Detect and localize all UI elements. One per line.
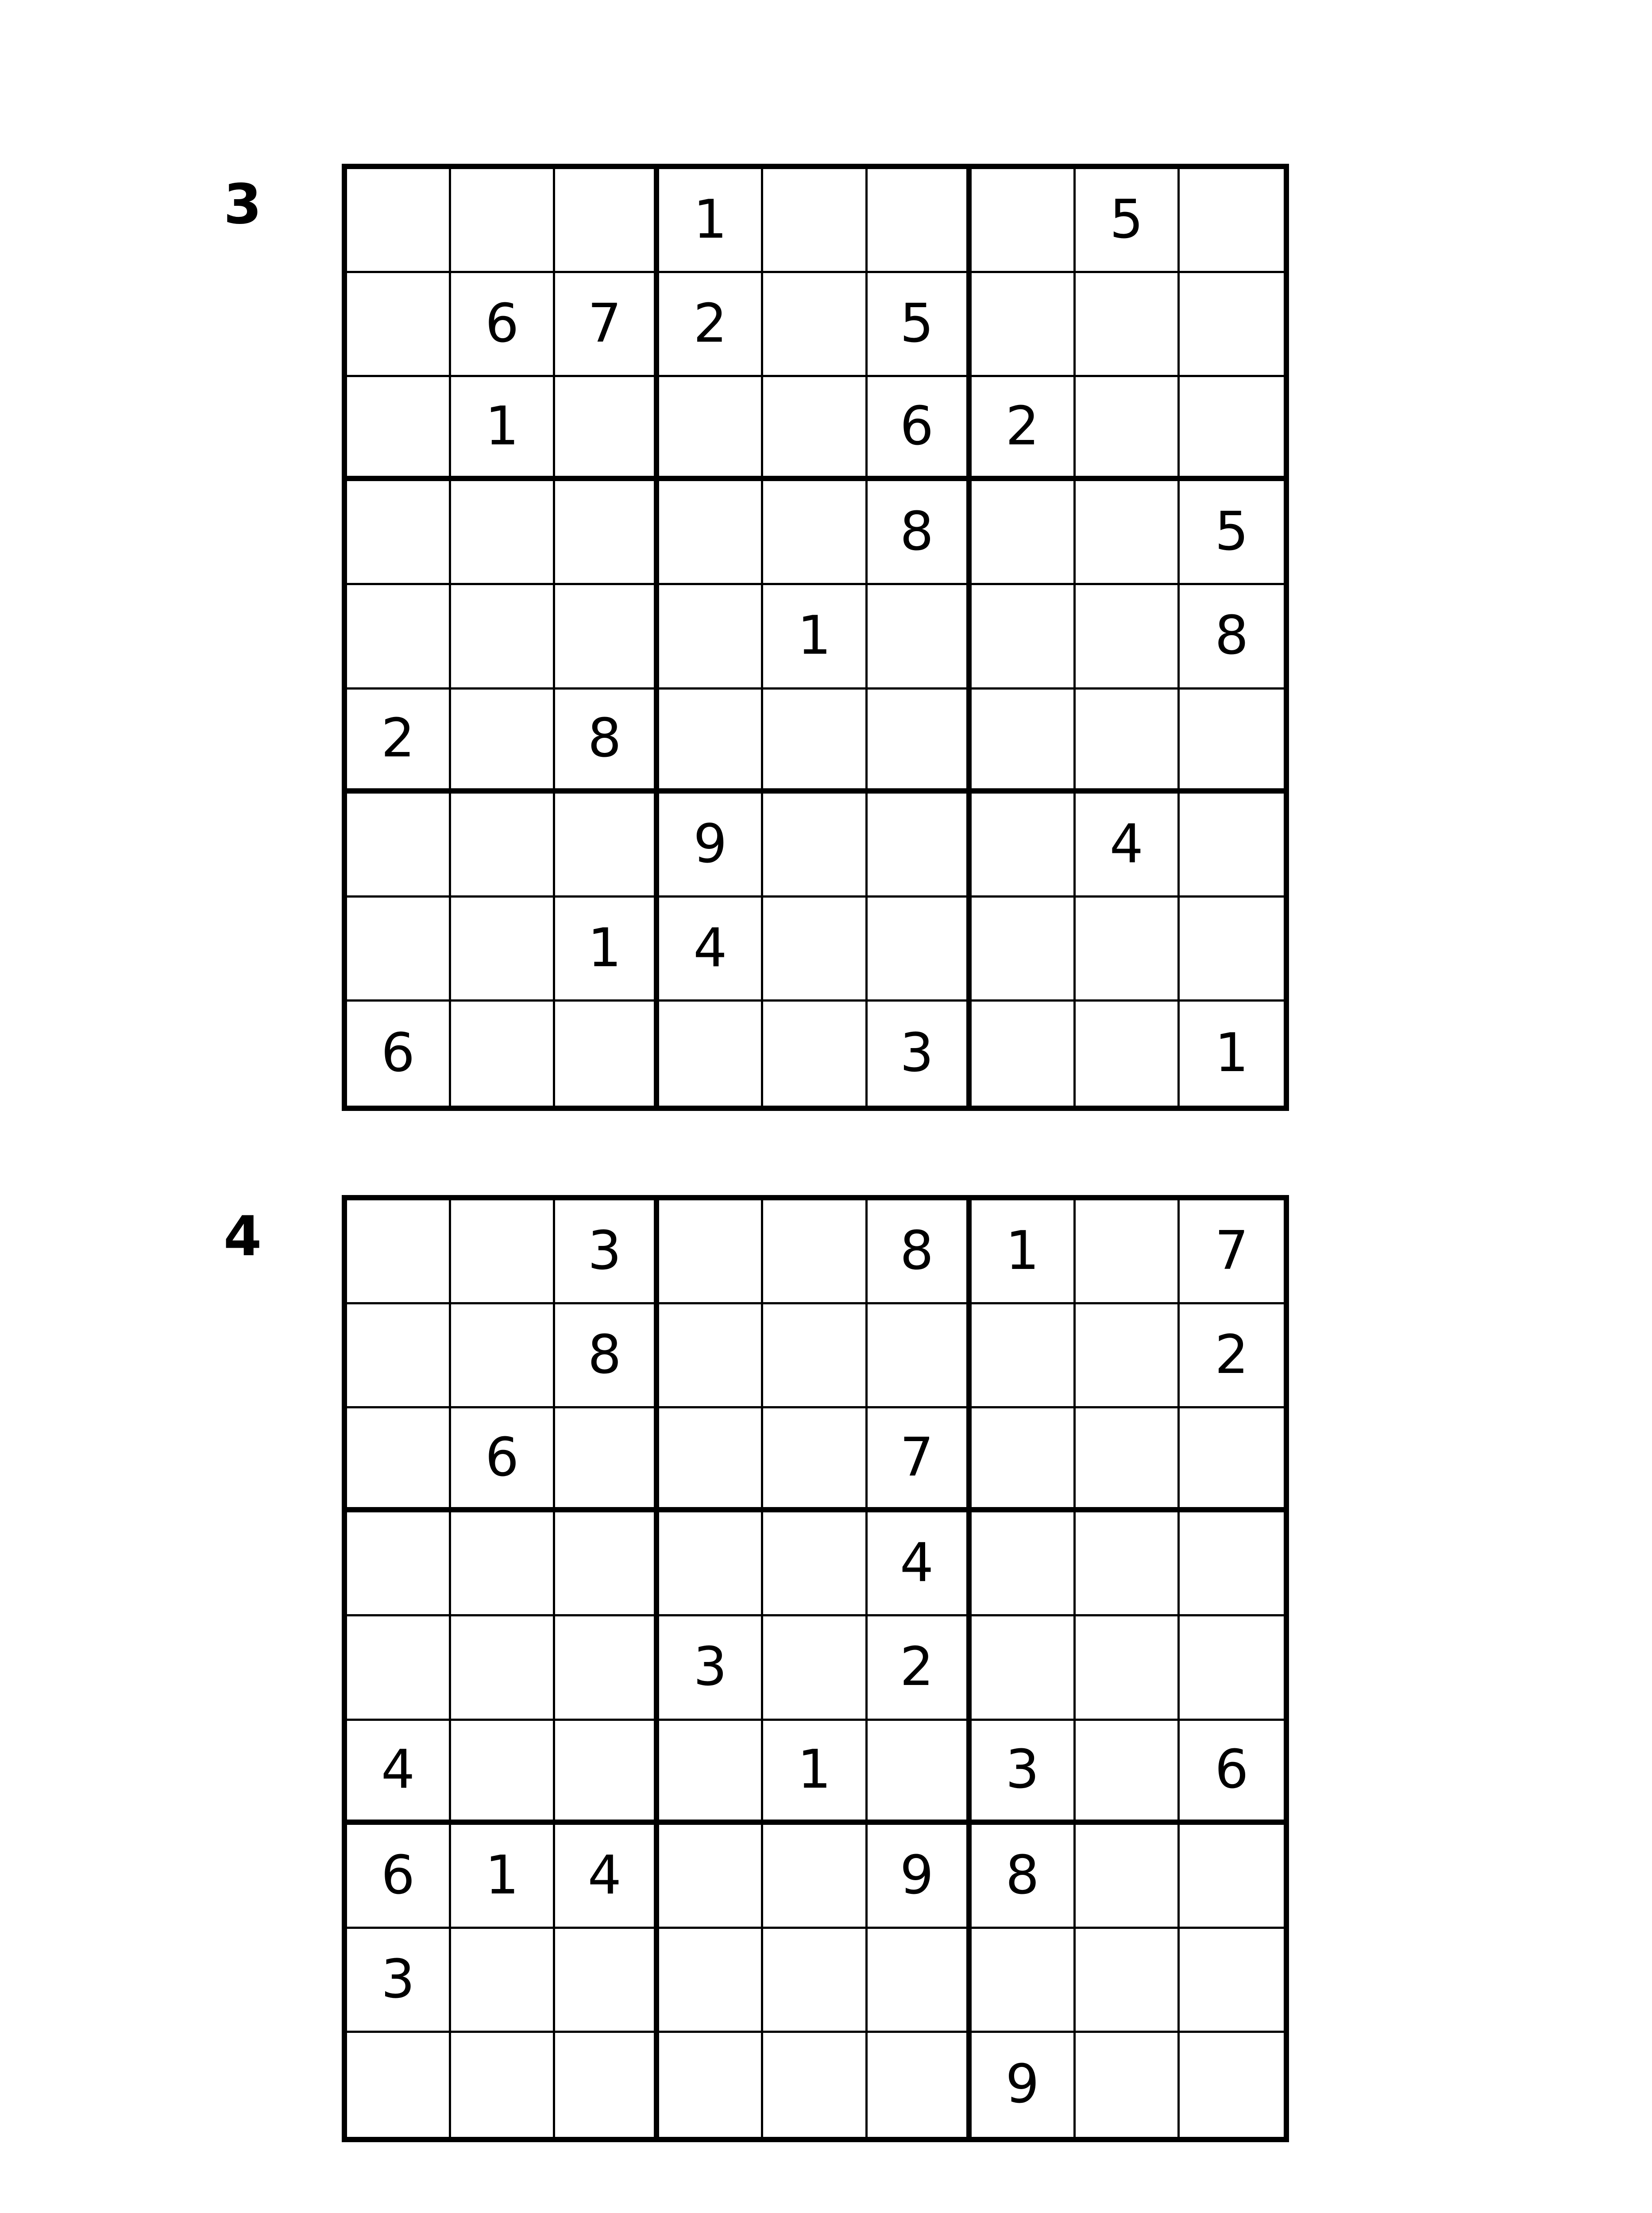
sudoku-cell[interactable]	[1180, 898, 1284, 1002]
puzzle-number: 4	[224, 1205, 262, 1268]
sudoku-cell[interactable]	[347, 585, 451, 689]
sudoku-cell[interactable]	[347, 898, 451, 1002]
sudoku-cell[interactable]	[972, 1304, 1076, 1408]
sudoku-cell[interactable]	[1076, 273, 1180, 377]
sudoku-cell[interactable]: 1	[451, 1825, 555, 1929]
sudoku-cell[interactable]	[1076, 898, 1180, 1002]
sudoku-cell[interactable]	[763, 690, 867, 794]
sudoku-cell[interactable]: 2	[659, 273, 763, 377]
sudoku-cell[interactable]	[868, 2033, 972, 2137]
sudoku-cell[interactable]: 8	[1180, 585, 1284, 689]
sudoku-cell[interactable]	[868, 794, 972, 898]
sudoku-cell[interactable]	[1076, 585, 1180, 689]
sudoku-cell[interactable]	[347, 1512, 451, 1616]
sudoku-cell[interactable]	[972, 1512, 1076, 1616]
sudoku-cell[interactable]: 3	[555, 1200, 659, 1304]
sudoku-cell[interactable]: 1	[763, 585, 867, 689]
sudoku-cell[interactable]	[347, 1200, 451, 1304]
sudoku-cell[interactable]	[555, 1929, 659, 2033]
sudoku-cell[interactable]	[659, 690, 763, 794]
sudoku-grid	[342, 1195, 1289, 2142]
sudoku-cell[interactable]: 1	[451, 377, 555, 481]
sudoku-cell[interactable]	[763, 1512, 867, 1616]
sudoku-cell[interactable]	[868, 169, 972, 273]
sudoku-cell[interactable]	[347, 1408, 451, 1512]
sudoku-cell[interactable]	[1180, 2033, 1284, 2137]
sudoku-cell[interactable]: 7	[868, 1408, 972, 1512]
sudoku-cell[interactable]	[868, 1304, 972, 1408]
sudoku-cell[interactable]	[763, 794, 867, 898]
sudoku-cell[interactable]	[659, 1408, 763, 1512]
sudoku-cell[interactable]: 5	[868, 273, 972, 377]
sudoku-cell[interactable]	[555, 1721, 659, 1825]
sudoku-cell[interactable]: 4	[347, 1721, 451, 1825]
sudoku-cell[interactable]: 3	[972, 1721, 1076, 1825]
sudoku-cell[interactable]	[1180, 1408, 1284, 1512]
sudoku-cell[interactable]: 2	[347, 690, 451, 794]
sudoku-grid	[342, 164, 1289, 1111]
sudoku-cell[interactable]	[555, 1512, 659, 1616]
sudoku-cell[interactable]: 9	[868, 1825, 972, 1929]
sudoku-cell[interactable]	[763, 1929, 867, 2033]
sudoku-cell[interactable]	[1076, 1408, 1180, 1512]
sudoku-cell[interactable]	[972, 169, 1076, 273]
sudoku-cell[interactable]	[972, 1616, 1076, 1720]
sudoku-cell[interactable]	[972, 1929, 1076, 2033]
sudoku-cell[interactable]	[451, 585, 555, 689]
sudoku-cell[interactable]	[1180, 1616, 1284, 1720]
sudoku-cell[interactable]: 1	[972, 1200, 1076, 1304]
sudoku-cell[interactable]	[763, 898, 867, 1002]
sudoku-cell[interactable]	[555, 585, 659, 689]
sudoku-cell[interactable]: 4	[868, 1512, 972, 1616]
sudoku-cell[interactable]	[347, 2033, 451, 2137]
sudoku-cell[interactable]: 6	[451, 273, 555, 377]
sudoku-cell[interactable]	[451, 690, 555, 794]
sudoku-cell[interactable]	[868, 585, 972, 689]
sudoku-cell[interactable]: 4	[1076, 794, 1180, 898]
sudoku-cell[interactable]	[659, 481, 763, 585]
sudoku-cell[interactable]: 2	[972, 377, 1076, 481]
sudoku-cell[interactable]: 8	[868, 481, 972, 585]
sudoku-cell[interactable]	[1180, 169, 1284, 273]
sudoku-cell[interactable]	[763, 273, 867, 377]
sudoku-cell[interactable]	[972, 1002, 1076, 1106]
sudoku-cell[interactable]	[1076, 1512, 1180, 1616]
sudoku-cell[interactable]	[347, 794, 451, 898]
sudoku-cell[interactable]: 8	[868, 1200, 972, 1304]
sudoku-cell[interactable]	[659, 1002, 763, 1106]
sudoku-cell[interactable]	[555, 1408, 659, 1512]
sudoku-cell[interactable]	[451, 1512, 555, 1616]
sudoku-cell[interactable]	[763, 1200, 867, 1304]
sudoku-cell[interactable]: 1	[659, 169, 763, 273]
sudoku-cell[interactable]	[1180, 1929, 1284, 2033]
sudoku-cell[interactable]	[1076, 1200, 1180, 1304]
sudoku-cell[interactable]	[1076, 1929, 1180, 2033]
sudoku-cell[interactable]	[347, 1616, 451, 1720]
sudoku-cell[interactable]	[659, 1304, 763, 1408]
sudoku-cell[interactable]	[451, 169, 555, 273]
sudoku-cell[interactable]	[868, 690, 972, 794]
sudoku-cell[interactable]	[763, 169, 867, 273]
sudoku-cell[interactable]	[763, 481, 867, 585]
sudoku-cell[interactable]: 1	[555, 898, 659, 1002]
sudoku-cell[interactable]	[763, 1616, 867, 1720]
sudoku-cell[interactable]: 2	[868, 1616, 972, 1720]
sudoku-cell[interactable]	[451, 898, 555, 1002]
sudoku-cell[interactable]	[763, 1304, 867, 1408]
sudoku-cell[interactable]	[555, 169, 659, 273]
sudoku-cell[interactable]	[1076, 1002, 1180, 1106]
sudoku-cell[interactable]	[763, 377, 867, 481]
sudoku-cell[interactable]	[451, 1200, 555, 1304]
sudoku-cell[interactable]	[555, 1002, 659, 1106]
sudoku-cell[interactable]	[1076, 2033, 1180, 2137]
sudoku-cell[interactable]: 6	[451, 1408, 555, 1512]
sudoku-cell[interactable]	[555, 1616, 659, 1720]
sudoku-cell[interactable]	[451, 1721, 555, 1825]
sudoku-cell[interactable]	[763, 1408, 867, 1512]
sudoku-cell[interactable]	[347, 481, 451, 585]
sudoku-cell[interactable]	[451, 2033, 555, 2137]
sudoku-cell[interactable]	[347, 169, 451, 273]
sudoku-cell[interactable]	[347, 273, 451, 377]
sudoku-cell[interactable]: 4	[555, 1825, 659, 1929]
sudoku-cell[interactable]: 2	[1180, 1304, 1284, 1408]
sudoku-cell[interactable]	[451, 1304, 555, 1408]
sudoku-cell[interactable]: 3	[868, 1002, 972, 1106]
sudoku-cell[interactable]	[659, 585, 763, 689]
sudoku-cell[interactable]: 8	[555, 1304, 659, 1408]
sudoku-cell[interactable]	[868, 898, 972, 1002]
sudoku-cell[interactable]	[451, 1002, 555, 1106]
sudoku-cell[interactable]	[1180, 794, 1284, 898]
sudoku-cell[interactable]	[659, 2033, 763, 2137]
sudoku-cell[interactable]: 6	[1180, 1721, 1284, 1825]
sudoku-cell[interactable]	[763, 1002, 867, 1106]
sudoku-cell[interactable]	[555, 2033, 659, 2137]
sudoku-cell[interactable]	[972, 794, 1076, 898]
sudoku-cell[interactable]	[347, 1304, 451, 1408]
sudoku-cell[interactable]	[659, 1200, 763, 1304]
sudoku-cell[interactable]: 9	[972, 2033, 1076, 2137]
sudoku-cell[interactable]	[972, 1408, 1076, 1512]
sudoku-cell[interactable]: 5	[1180, 481, 1284, 585]
sudoku-cell[interactable]: 5	[1076, 169, 1180, 273]
sudoku-cell[interactable]: 7	[1180, 1200, 1284, 1304]
sudoku-cell[interactable]	[972, 690, 1076, 794]
sudoku-cell[interactable]	[1180, 1512, 1284, 1616]
sudoku-cell[interactable]	[659, 1721, 763, 1825]
sudoku-cell[interactable]	[659, 1825, 763, 1929]
sudoku-cell[interactable]	[1076, 1616, 1180, 1720]
sudoku-cell[interactable]: 6	[868, 377, 972, 481]
sudoku-cell[interactable]: 8	[555, 690, 659, 794]
sudoku-cell[interactable]	[1076, 377, 1180, 481]
sudoku-cell[interactable]: 6	[347, 1002, 451, 1106]
sudoku-cell[interactable]	[659, 377, 763, 481]
sudoku-cell[interactable]	[868, 1929, 972, 2033]
sudoku-cell[interactable]: 6	[347, 1825, 451, 1929]
sudoku-cell[interactable]: 1	[763, 1721, 867, 1825]
sudoku-cell[interactable]: 3	[659, 1616, 763, 1720]
puzzle-number: 3	[224, 173, 262, 236]
sudoku-cell[interactable]	[1076, 1721, 1180, 1825]
sudoku-cell[interactable]	[451, 1929, 555, 2033]
sudoku-cell[interactable]	[763, 2033, 867, 2137]
sudoku-cell[interactable]	[972, 273, 1076, 377]
sudoku-cell[interactable]	[972, 898, 1076, 1002]
sudoku-cell[interactable]: 4	[659, 898, 763, 1002]
sudoku-cell[interactable]	[1076, 481, 1180, 585]
sudoku-cell[interactable]: 1	[1215, 1022, 1249, 1084]
sudoku-cell[interactable]	[1076, 690, 1180, 794]
sudoku-cell[interactable]	[763, 1825, 867, 1929]
sudoku-cell[interactable]	[1180, 273, 1284, 377]
sudoku-cell[interactable]	[972, 585, 1076, 689]
sudoku-cell[interactable]: 8	[972, 1825, 1076, 1929]
sudoku-cell[interactable]	[659, 1512, 763, 1616]
sudoku-cell[interactable]	[1180, 1825, 1284, 1929]
sudoku-cell[interactable]	[1180, 690, 1284, 794]
sudoku-cell[interactable]	[451, 1616, 555, 1720]
sudoku-cell[interactable]	[555, 481, 659, 585]
sudoku-cell[interactable]	[555, 794, 659, 898]
sudoku-cell[interactable]	[1180, 377, 1284, 481]
sudoku-cell[interactable]	[347, 377, 451, 481]
sudoku-cell[interactable]	[868, 1721, 972, 1825]
sudoku-cell[interactable]: 3	[347, 1929, 451, 2033]
sudoku-cell[interactable]	[659, 1929, 763, 2033]
sudoku-cell[interactable]	[1076, 1825, 1180, 1929]
sudoku-cell[interactable]	[451, 794, 555, 898]
sudoku-cell[interactable]	[972, 481, 1076, 585]
sudoku-cell[interactable]: 7	[555, 273, 659, 377]
sudoku-cell[interactable]	[1076, 1304, 1180, 1408]
sudoku-cell[interactable]	[451, 481, 555, 585]
sudoku-cell[interactable]	[555, 377, 659, 481]
sudoku-cell[interactable]: 9	[659, 794, 763, 898]
